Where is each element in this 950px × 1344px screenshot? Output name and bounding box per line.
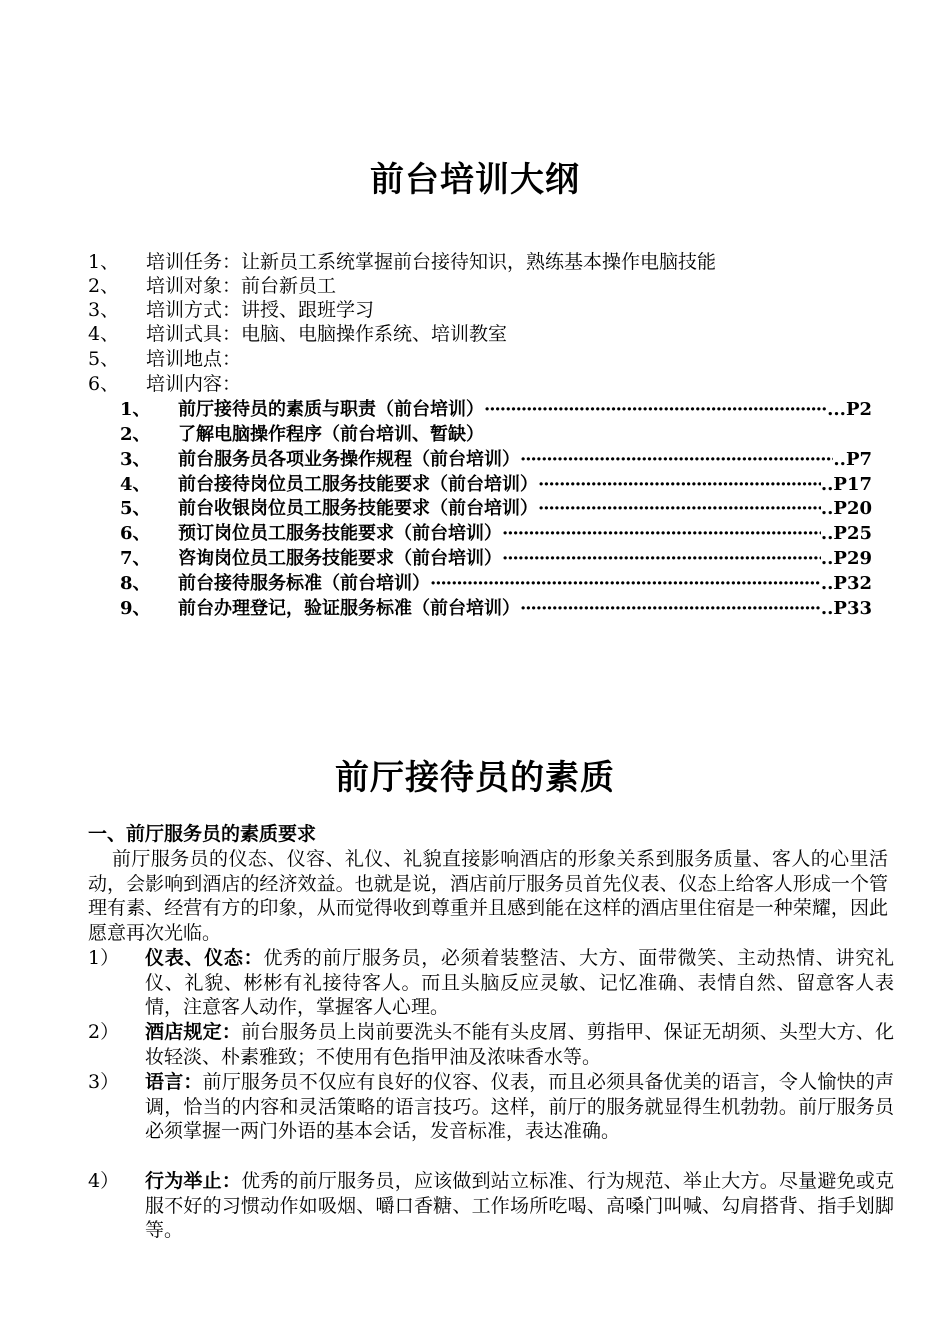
toc-entry[interactable]: 9、 前台办理登记，验证服务标准（前台培训） ····· ..P33 bbox=[120, 597, 872, 621]
section-heading: 一、前厅服务员的素质要求 bbox=[88, 823, 317, 845]
toc-page-number: ...P2 bbox=[827, 399, 872, 420]
toc-leader-dots bbox=[502, 522, 821, 546]
toc-leader-dots bbox=[430, 572, 821, 596]
outline-item: 5、 培训地点： bbox=[88, 348, 242, 370]
toc-page-number: ..P7 bbox=[833, 449, 872, 470]
toc-entry[interactable]: 2、 了解电脑操作程序（前台培训、暂缺） bbox=[120, 424, 484, 445]
section-title: 前厅接待员的素质 bbox=[335, 758, 615, 798]
outline-item: 1、 培训任务：让新员工系统掌握前台接待知识，熟练基本操作电脑技能 bbox=[88, 251, 717, 273]
toc-page-number: ..P29 bbox=[820, 548, 872, 569]
toc-entry[interactable]: 7、 咨询岗位员工服务技能要求（前台培训） ····· ..P29 bbox=[120, 547, 872, 571]
outline-title: 前台培训大纲 bbox=[370, 160, 580, 200]
item-lead: 酒店规定： bbox=[145, 1021, 242, 1043]
item-lead: 语言： bbox=[145, 1071, 203, 1093]
toc-leader-dots bbox=[520, 597, 821, 621]
toc-entry[interactable]: 3、 前台服务员各项业务操作规程（前台培训） ····· ..P7 bbox=[120, 448, 872, 472]
toc-leader-dots bbox=[520, 448, 833, 472]
toc-entry[interactable]: 8、 前台接待服务标准（前台培训） ····· ..P32 bbox=[120, 572, 872, 596]
toc-entry[interactable]: 4、 前台接待岗位员工服务技能要求（前台培训） ····· ..P17 bbox=[120, 473, 872, 497]
toc-leader-dots bbox=[502, 547, 821, 571]
outline-item: 4、 培训式具：电脑、电脑操作系统、培训教室 bbox=[88, 323, 508, 345]
list-item: 2） 酒店规定：前台服务员上岗前要洗头不能有头皮屑、剪指甲、保证无胡须、头型大方、化妆轻淡、朴素雅致；不使用有色指甲油及浓味香水等。 bbox=[88, 1021, 894, 1068]
toc-leader-dots bbox=[538, 497, 821, 521]
toc-leader-dots bbox=[538, 473, 821, 497]
outline-item: 2、 培训对象：前台新员工 bbox=[88, 275, 337, 297]
list-item: 4） 行为举止：优秀的前厅服务员，应该做到站立标准、行为规范、举止大方。尽量避免或克服不好的习惯动作如吸烟、嚼口香糖、工作场所吃喝、高嗓门叫喊、勾肩搭背、指手划脚等。 bbox=[88, 1170, 894, 1242]
list-item: 3） 语言：前厅服务员不仅应有良好的仪容、仪表，而且必须具备优美的语言，令人愉快的声调，恰当的内容和灵活策略的语言技巧。这样，前厅的服务就显得生机勃勃。前厅服务员必须掌握一两门外语的基本会话，发音标准，表达准确。 bbox=[88, 1071, 894, 1143]
list-item: 1） 仪表、仪态：优秀的前厅服务员，必须着装整洁、大方、面带微笑、主动热情、讲究礼仪、礼貌、彬彬有礼接待客人。而且头脑反应灵敏、记忆准确、表情自然、留意客人表情，注意客人动作，掌握客人心理。 bbox=[88, 947, 894, 1019]
toc-page-number: ..P32 bbox=[820, 573, 872, 594]
toc-entry[interactable]: 5、 前台收银岗位员工服务技能要求（前台培训） ····· ..P20 bbox=[120, 497, 872, 521]
toc-entry[interactable]: 1、 前厅接待员的素质与职责（前台培训） ····· ...P2 bbox=[120, 398, 872, 422]
toc-leader-dots bbox=[484, 398, 827, 422]
toc-page-number: ..P17 bbox=[820, 474, 872, 495]
outline-item: 6、 培训内容： bbox=[88, 373, 242, 395]
toc-entry[interactable]: 6、 预订岗位员工服务技能要求（前台培训） ····· ..P25 bbox=[120, 522, 872, 546]
toc-page-number: ..P20 bbox=[820, 498, 872, 519]
intro-paragraph: 前厅服务员的仪态、仪容、礼仪、礼貌直接影响酒店的形象关系到服务质量、客人的心里活动，会影响到酒店的经济效益。也就是说，酒店前厅服务员首先仪表、仪态上给客人形成一个管理有素、经营有方的印象，从而觉得收到尊重并且感到能在这样的酒店里住宿是一种荣耀，因此愿意再次光临。 bbox=[88, 848, 888, 944]
toc-page-number: ..P33 bbox=[820, 598, 872, 619]
outline-item: 3、 培训方式：讲授、跟班学习 bbox=[88, 299, 375, 321]
item-lead: 仪表、仪态： bbox=[145, 947, 264, 969]
item-lead: 行为举止： bbox=[145, 1170, 242, 1192]
toc-page-number: ..P25 bbox=[820, 523, 872, 544]
